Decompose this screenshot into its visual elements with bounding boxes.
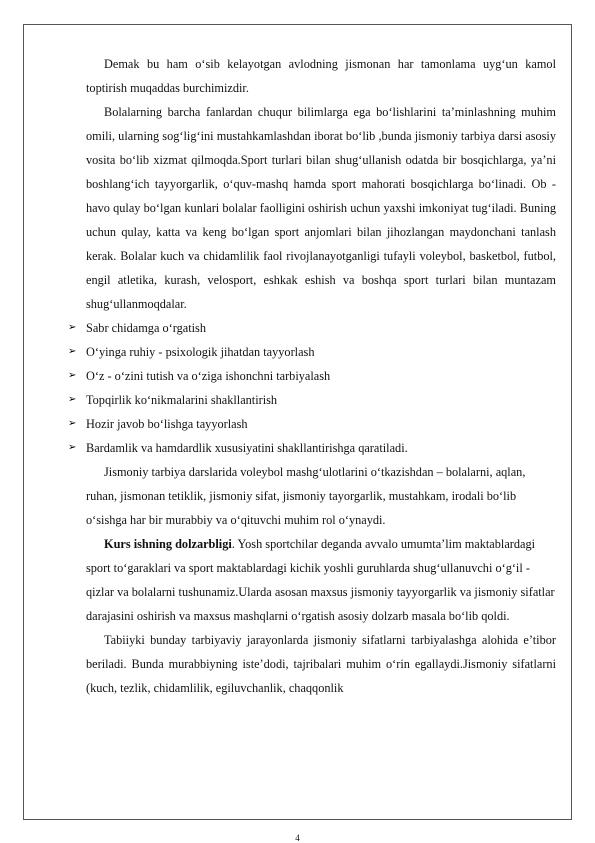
relevance-heading: Kurs ishning dolzarbligi (104, 537, 232, 551)
paragraph-last: Tabiiyki bunday tarbiyaviy jarayonlarda jismoniy sifatlarni tarbiyalashga alohida e’tibor beriladi. Bunda murabbiyning iste’dodi, tajribalari muhim o‘rin egallaydi.Jismoniy sifatlarni (kuch, tezlik, chidamlilik, egiluvchanlik, chaqqonlik (86, 633, 556, 695)
arrow-bullet-icon: ➢ (68, 442, 77, 453)
paragraph-intro: Demak bu ham o‘sib kelayotgan avlodning jismonan har tamonlama uyg‘un kamol toptirish muqaddas burchimizdir. (86, 57, 556, 95)
list-item: ➢ Sabr chidamga o‘rgatish (86, 316, 556, 340)
document-body (68, 52, 556, 700)
list-item: ➢ O‘z - o‘zini tutish va o‘ziga ishonchni tarbiyalash (86, 364, 556, 388)
list-item: ➢ Hozir javob bo‘lishga tayyorlash (86, 412, 556, 436)
bullet-list (68, 316, 556, 460)
relevance-text: . Yosh sportchilar deganda avvalo umumta’lim maktablardagi sport to‘garaklari va sport maktablardagi kichik yoshli guruhlarda shug‘ullanuvchi o‘g‘il - qizlar va bolalarni tushunamiz.Ularda asosan maxsus jismoniy tayyorgarlik va jismoniy sifatlar darajasini oshirish va maxsus mashqlarni o‘rgatish asosiy dolzarb masala bo‘lib qoldi. (86, 537, 555, 623)
list-item: ➢ Bardamlik va hamdardlik xususiyatini shakllantirishga qaratiladi. (86, 436, 556, 460)
paragraph-after-list: Jismoniy tarbiya darslarida voleybol mashg‘ulotlarini o‘tkazishdan – bolalarni, aqlan, ruhan, jismonan tetiklik, jismoniy sifat, jismoniy tayorgarlik, mustahkam, irodali bo‘lib o‘sishga har bir murabbiy va o‘qituvchi muhim rol o‘ynaydi. (86, 465, 526, 527)
arrow-bullet-icon: ➢ (68, 346, 77, 357)
paragraph-relevance (86, 532, 556, 628)
page-number: 4 (295, 833, 300, 843)
list-item: ➢ O‘yinga ruhiy - psixologik jihatdan tayyorlash (86, 340, 556, 364)
paragraph-main: Bolalarning barcha fanlardan chuqur bilimlarga ega bo‘lishlarini ta’minlashning muhim omili, ularning sog‘lig‘ini mustahkamlashdan iborat bo‘lib ,bunda jismoniy tarbiya darsi asosiy vosita bo‘lib xizmat qilmoqda.Sport turlari bilan shug‘ullanish odatda bir bosqichlarga, ya’ni boshlang‘ich tayyorgarlik, o‘quv-mashq hamda sport mahorati bosqichlarga bo‘linadi. Ob - havo qulay bo‘lgan kunlari bolalar faolligini oshirish uchun yaxshi imkoniyat tug‘iladi. Buning uchun qulay, katta va keng bo‘lgan sport anjomlari bilan jihozlangan maydonchani tanlash kerak. Bolalar kuch va chidamlilik faol rivojlanayotganligi tufayli voleybol, basketbol, futbol, engil atletika, kurash, velosport, eshkak eshish va boshqa sport turlari bilan muntazam shug‘ullanmoqdalar. (86, 105, 556, 311)
arrow-bullet-icon: ➢ (68, 370, 77, 381)
list-item: ➢ Topqirlik ko‘nikmalarini shakllantirish (86, 388, 556, 412)
arrow-bullet-icon: ➢ (68, 418, 77, 429)
arrow-bullet-icon: ➢ (68, 322, 77, 333)
arrow-bullet-icon: ➢ (68, 394, 77, 405)
